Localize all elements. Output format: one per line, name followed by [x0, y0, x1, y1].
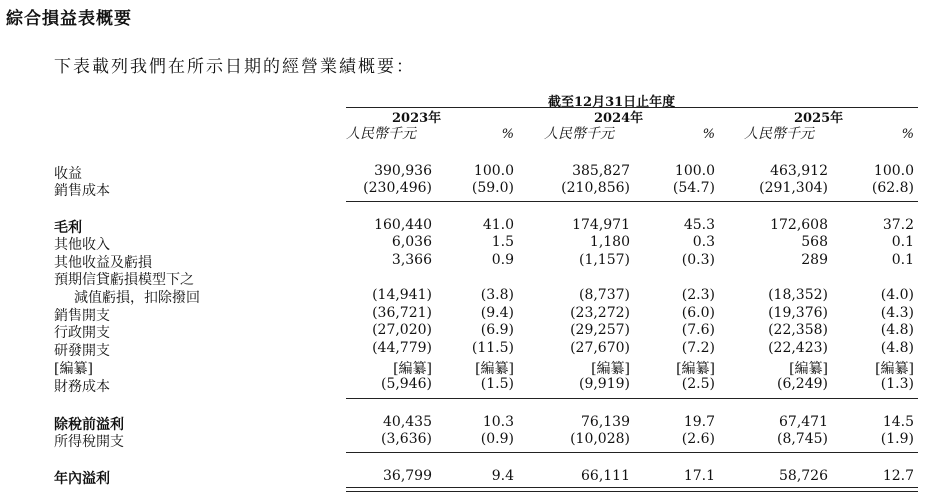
unit-header-2025: 人民幣千元: [744, 126, 814, 142]
row-label: 行政開支: [54, 325, 110, 341]
row-other-income: [0, 234, 946, 251]
value-2024-percent: 17.1: [683, 468, 715, 484]
period-header: 截至12月31日止年度: [548, 95, 676, 110]
value-2023-percent: 9.4: [491, 468, 514, 484]
row-other-gains-losses: [0, 252, 946, 269]
value-2024-percent: 45.3: [683, 217, 715, 233]
row-label: 毛利: [54, 220, 82, 236]
value-2025-percent: 0.1: [891, 252, 914, 268]
value-2023-amount: 40,435: [383, 414, 432, 430]
total-double-rule: [346, 487, 918, 492]
value-2025-amount: (8,745): [776, 431, 828, 447]
value-2024-amount: 174,971: [572, 217, 630, 233]
value-2025-percent: (4.0): [880, 287, 914, 303]
value-2024-amount: (27,670): [570, 340, 630, 356]
value-2025-percent: [編纂]: [875, 361, 914, 377]
unit-header-2024: 人民幣千元: [544, 126, 614, 142]
value-2023-percent: 1.5: [491, 234, 514, 250]
value-2025-percent: (62.8): [871, 180, 914, 196]
intro-text: 下表載列我們在所示日期的經營業績概要：: [54, 57, 415, 77]
value-2025-percent: 0.1: [891, 234, 914, 250]
value-2023-amount: (44,779): [372, 340, 432, 356]
value-2023-amount: (3,636): [380, 431, 432, 447]
value-2024-percent: (0.3): [681, 252, 715, 268]
percent-header-2023: %: [501, 127, 514, 142]
value-2025-percent: 100.0: [873, 163, 914, 179]
value-2023-percent: 10.3: [482, 414, 514, 430]
value-2025-amount: 289: [801, 252, 828, 268]
value-2024-percent: (7.2): [681, 340, 715, 356]
value-2023-amount: 6,036: [391, 234, 432, 250]
subtotal-rule: [346, 201, 918, 202]
row-label: 所得稅開支: [54, 434, 124, 450]
value-2025-amount: 568: [801, 234, 828, 250]
value-2025-amount: (22,423): [768, 340, 828, 356]
value-2025-amount: (22,358): [768, 322, 828, 338]
value-2023-amount: 36,799: [383, 468, 432, 484]
value-2025-percent: 37.2: [882, 217, 914, 233]
value-2024-percent: 0.3: [692, 234, 715, 250]
value-2025-amount: (6,249): [776, 376, 828, 392]
value-2024-amount: (23,272): [570, 305, 630, 321]
value-2025-amount: 463,912: [770, 163, 828, 179]
value-2025-amount: 172,608: [770, 217, 828, 233]
value-2024-amount: (1,157): [578, 252, 630, 268]
row-label: 年內溢利: [54, 471, 110, 487]
value-2023-percent: [編纂]: [475, 361, 514, 377]
percent-header-2024: %: [702, 127, 715, 142]
value-2024-amount: (8,737): [578, 287, 630, 303]
row-profit-for-year: [0, 468, 946, 485]
value-2025-percent: 14.5: [882, 414, 914, 430]
row-rd-expenses: [0, 340, 946, 357]
row-finance-costs: [0, 376, 946, 393]
row-selling-expenses: [0, 305, 946, 322]
value-2024-percent: 100.0: [674, 163, 715, 179]
row-ecl-heading: [0, 269, 946, 286]
value-2023-amount: 390,936: [374, 163, 432, 179]
unit-header-2023: 人民幣千元: [346, 126, 416, 142]
row-label: 銷售成本: [54, 183, 110, 199]
value-2025-amount: [編纂]: [789, 361, 828, 377]
value-2023-percent: 41.0: [482, 217, 514, 233]
value-2023-amount: [編纂]: [393, 361, 432, 377]
row-redacted: [0, 358, 946, 375]
row-label: 其他收入: [54, 237, 110, 253]
value-2023-amount: (36,721): [372, 305, 432, 321]
year-header-2025: 2025年: [794, 111, 844, 126]
row-profit-before-tax: [0, 414, 946, 431]
row-label: 預期信貸虧損模型下之: [54, 272, 194, 288]
value-2024-amount: (29,257): [570, 322, 630, 338]
row-label: 銷售開支: [54, 308, 110, 324]
value-2023-amount: (14,941): [372, 287, 432, 303]
value-2025-percent: (4.8): [880, 322, 914, 338]
row-label: 財務成本: [54, 379, 110, 395]
value-2024-percent: (54.7): [672, 180, 715, 196]
value-2024-amount: 76,139: [581, 414, 630, 430]
value-2023-percent: 100.0: [473, 163, 514, 179]
section-heading: 綜合損益表概要: [6, 9, 132, 29]
row-admin-expenses: [0, 322, 946, 339]
percent-header-2025: %: [901, 127, 914, 142]
value-2024-amount: [編纂]: [591, 361, 630, 377]
value-2023-amount: 3,366: [391, 252, 432, 268]
value-2024-percent: (2.3): [681, 287, 715, 303]
value-2025-percent: (4.8): [880, 340, 914, 356]
value-2023-percent: (9.4): [480, 305, 514, 321]
row-label: 研發開支: [54, 343, 110, 359]
row-revenue: [0, 163, 946, 180]
value-2023-percent: (1.5): [480, 376, 514, 392]
value-2025-percent: 12.7: [882, 468, 914, 484]
row-label: 其他收益及虧損: [54, 255, 152, 271]
row-label: 減值虧損，扣除撥回: [74, 290, 200, 306]
row-cost-of-sales: [0, 180, 946, 197]
value-2024-amount: (9,919): [578, 376, 630, 392]
value-2023-percent: (11.5): [471, 340, 514, 356]
value-2023-percent: (3.8): [480, 287, 514, 303]
value-2024-amount: 385,827: [572, 163, 630, 179]
value-2024-amount: (210,856): [561, 180, 630, 196]
value-2023-percent: (0.9): [480, 431, 514, 447]
row-gross-profit: [0, 217, 946, 234]
value-2023-percent: (6.9): [480, 322, 514, 338]
value-2024-percent: (7.6): [681, 322, 715, 338]
value-2025-amount: (291,304): [759, 180, 828, 196]
value-2024-amount: 1,180: [589, 234, 630, 250]
value-2023-amount: (5,946): [380, 376, 432, 392]
value-2025-percent: (4.3): [880, 305, 914, 321]
year-header-2024: 2024年: [594, 111, 644, 126]
value-2025-percent: (1.3): [880, 376, 914, 392]
value-2023-amount: (27,020): [372, 322, 432, 338]
year-header-2023: 2023年: [392, 111, 442, 126]
value-2024-percent: (2.6): [681, 431, 715, 447]
value-2024-amount: (10,028): [570, 431, 630, 447]
value-2024-percent: 19.7: [683, 414, 715, 430]
subtotal-rule: [346, 452, 918, 453]
value-2025-percent: (1.9): [880, 431, 914, 447]
value-2024-percent: (2.5): [681, 376, 715, 392]
value-2024-amount: 66,111: [581, 468, 630, 484]
row-label: 除稅前溢利: [54, 417, 124, 433]
value-2025-amount: 67,471: [779, 414, 828, 430]
value-2023-percent: 0.9: [491, 252, 514, 268]
value-2025-amount: 58,726: [779, 468, 828, 484]
value-2023-percent: (59.0): [471, 180, 514, 196]
value-2024-percent: (6.0): [681, 305, 715, 321]
value-2023-amount: 160,440: [374, 217, 432, 233]
row-label: 收益: [54, 166, 82, 182]
row-income-tax: [0, 431, 946, 448]
row-label: [編纂]: [54, 361, 93, 377]
value-2024-percent: [編纂]: [676, 361, 715, 377]
subtotal-rule: [346, 398, 918, 399]
value-2025-amount: (19,376): [768, 305, 828, 321]
row-impairment-losses: [0, 287, 946, 304]
value-2023-amount: (230,496): [363, 180, 432, 196]
value-2025-amount: (18,352): [768, 287, 828, 303]
